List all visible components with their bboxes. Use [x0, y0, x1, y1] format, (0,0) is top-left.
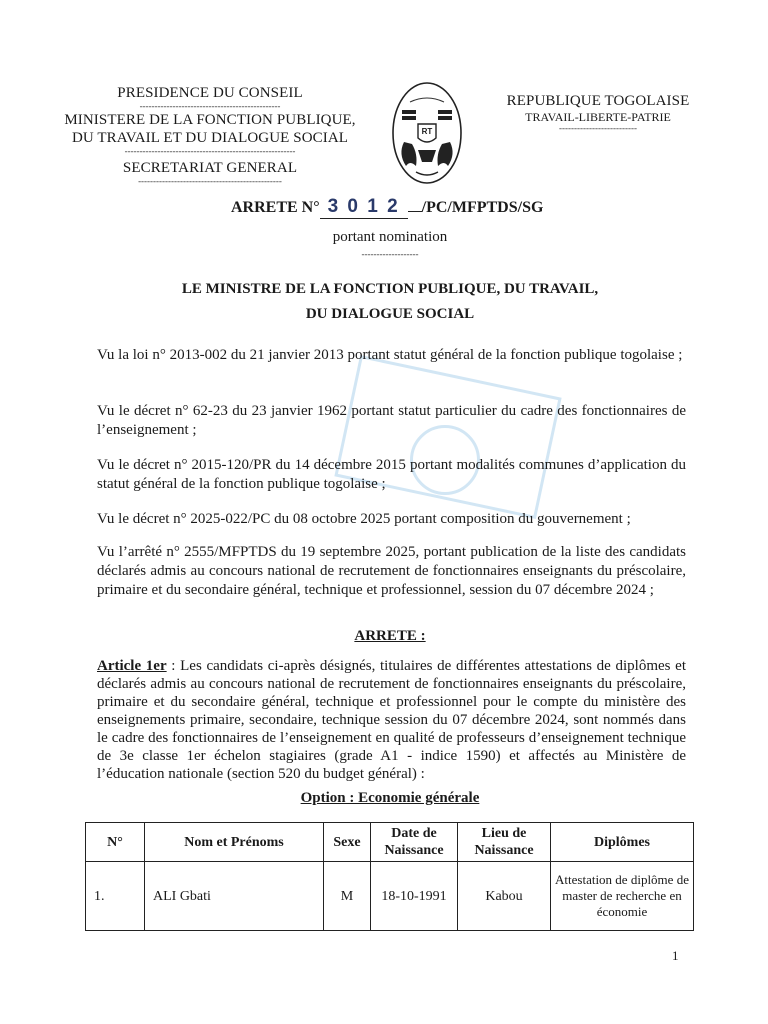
- vu-paragraph-1: Vu la loi n° 2013-002 du 21 janvier 2013 portant statut général de la fonction publique togolaise ;: [97, 347, 683, 363]
- vu-paragraph-3: Vu le décret n° 2015-120/PR du 14 décembre 2015 portant modalités communes d’application du statut général de la fonction publique togolaise ;: [97, 457, 686, 492]
- arrete-title: [231, 196, 571, 219]
- divider: ------------------------------------------------: [138, 177, 282, 186]
- header-left-line3: DU TRAVAIL ET DU DIALOGUE SOCIAL: [71, 130, 349, 146]
- col-header-sex: Sexe: [324, 823, 371, 862]
- col-header-birth-place: Lieu de Naissance: [458, 823, 551, 862]
- col-header-birth-date: Date de Naissance: [371, 823, 458, 862]
- header-left-line4: SECRETARIAT GENERAL: [122, 160, 298, 176]
- vu-paragraph-5: Vu l’arrêté n° 2555/MFPTDS du 19 septembre 2025, portant publication de la liste des candidats déclarés admis au concours national de recrutement de fonctionnaires enseignants du préscolaire, primaire et du secondaire général, technique et professionnel, session du 07 décembre 2024 ;: [97, 544, 686, 598]
- article-1-label: Article 1er: [97, 658, 167, 674]
- article-1: [97, 657, 686, 783]
- col-header-name: Nom et Prénoms: [145, 823, 324, 862]
- candidates-table: [85, 822, 694, 931]
- page-number: 1: [672, 948, 679, 963]
- header-left-line1: PRESIDENCE DU CONSEIL: [117, 85, 303, 101]
- vu-paragraph-4: Vu le décret n° 2025-022/PC du 08 octobre 2025 portant composition du gouvernement ;: [97, 511, 631, 527]
- divider: -----------------------------------------------: [139, 102, 281, 111]
- col-header-number: N°: [86, 823, 145, 862]
- header-right-line2: TRAVAIL-LIBERTE-PATRIE: [525, 110, 671, 124]
- cell-diplomas: Attestation de diplôme de master de recherche en économie: [551, 862, 694, 931]
- col-header-diplomas: Diplômes: [551, 823, 694, 862]
- minister-line1: LE MINISTRE DE LA FONCTION PUBLIQUE, DU TRAVAIL,: [181, 281, 599, 297]
- article-1-text: : Les candidats ci-après désignés, titulaires de différentes attestations de diplômes et déclarés admis au concours national de recrutement de fonctionnaires enseignants du préscolaire, primaire et du secondaire général, technique et professionnel pour le compte du ministère des enseignements primaire, secondaire, technique session du 07 décembre 2024, sont nommés dans le cadre des fonctionnaires de l’enseignement en qualité de professeurs d’enseignement technique de 3e classe 1er échelon stagiaires (grade A1 - indice 1590) et affectés au Ministère de l’éducation nationale (section 520 du budget général) :: [97, 658, 686, 782]
- cell-sex: M: [324, 862, 371, 931]
- cell-name: ALI Gbati: [145, 862, 324, 931]
- arrete-subtitle: portant nomination: [332, 229, 448, 245]
- vu-paragraph-2: Vu le décret n° 62-23 du 23 janvier 1962 portant statut particulier du cadre des fonctionnaires de l’enseignement ;: [97, 403, 686, 438]
- cell-birth-place: Kabou: [458, 862, 551, 931]
- table-header-row: [86, 823, 694, 862]
- minister-line2: DU DIALOGUE SOCIAL: [305, 306, 475, 322]
- header-right-line1: REPUBLIQUE TOGOLAISE: [506, 93, 690, 109]
- arrete-heading: ARRETE :: [354, 628, 426, 644]
- coat-of-arms-emblem: [388, 80, 466, 186]
- arrete-suffix: /PC/MFPTDS/SG: [421, 199, 544, 216]
- cell-number: 1.: [86, 862, 145, 931]
- header-left-line2: MINISTERE DE LA FONCTION PUBLIQUE,: [64, 112, 356, 128]
- divider: --------------------------: [559, 124, 637, 133]
- divider: ---------------------------------------------------------: [124, 147, 296, 156]
- table-row: [86, 862, 694, 931]
- option-heading: Option : Economie générale: [300, 790, 480, 806]
- arrete-prefix: ARRETE N°: [231, 199, 320, 216]
- arrete-number: 3 0 1 2: [320, 196, 408, 219]
- minister-heading: [100, 277, 680, 327]
- arrete-number-underline: [408, 211, 422, 212]
- cell-birth-date: 18-10-1991: [371, 862, 458, 931]
- header-left: [40, 84, 380, 186]
- header-right: [498, 92, 698, 133]
- divider: -------------------: [361, 250, 419, 259]
- emblem-text: RT: [421, 127, 433, 136]
